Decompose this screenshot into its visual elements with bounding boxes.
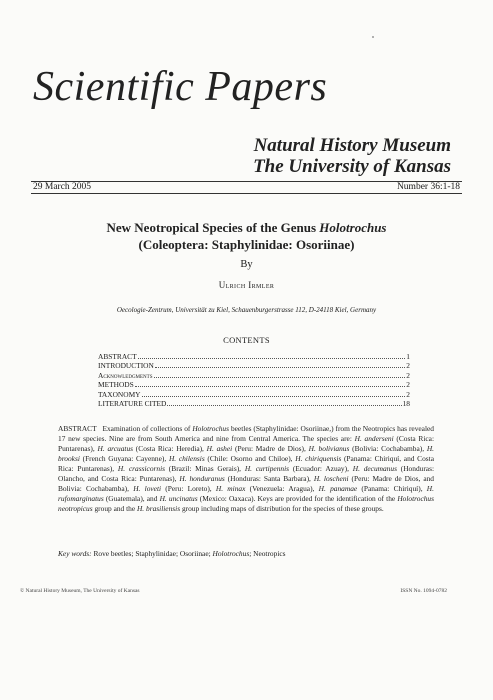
abstract-text-segment: H. minax — [215, 484, 246, 493]
keywords-label: Key words: — [58, 549, 92, 558]
abstract — [58, 424, 434, 514]
abstract-text-segment: H. anderseni — [354, 434, 394, 443]
abstract-text-segment: H. bolivianus — [308, 444, 350, 453]
abstract-text-segment: (Venezuela: Aragua), — [245, 484, 319, 493]
issue-date: 29 March 2005 — [33, 182, 92, 192]
abstract-text-segment: (Panama: Chiriquí, and Costa Rica: Puntarenas), — [58, 454, 435, 473]
abstract-text-segment: H. panamae — [318, 484, 358, 493]
abstract-text-segment: H. crassicornis — [117, 464, 166, 473]
toc-label: ABSTRACT — [98, 352, 137, 361]
toc-leader — [142, 396, 406, 397]
article-title-line-1 — [31, 219, 462, 236]
toc-row — [98, 352, 410, 361]
abstract-text-segment: H. arcuatus — [97, 444, 134, 453]
abstract-text-segment: beetles (Staphylinidae: Osoriinae,) from the Neotropics has revealed 17 new species. Nine are from South America and nine from Central America. The species are: — [58, 424, 434, 443]
abstract-text-segment: (Panama: Chiriquí), — [357, 484, 427, 493]
toc-row — [98, 380, 410, 389]
toc-leader — [154, 377, 406, 378]
abstract-text-segment: (Guatemala), and — [103, 494, 160, 503]
abstract-text-segment: (Honduras: Santa Barbara), — [224, 474, 314, 483]
abstract-text-segment: group and the — [92, 504, 137, 513]
abstract-text-segment: (Peru: Madre de Dios, and Bolivia: Cochabamba), — [58, 474, 434, 493]
toc-page-number: 2 — [406, 389, 410, 399]
abstract-text-segment: H. loveti — [133, 484, 162, 493]
abstract-text-segment: H. rufomarginatus — [58, 484, 434, 503]
article-title-line-2: (Coleoptera: Staphylinidae: Osoriinae) — [138, 237, 355, 252]
table-of-contents — [98, 352, 410, 408]
author-name: Ulrich Irmler — [218, 280, 275, 290]
keywords-text-segment: Rove beetles; Staphylinidae; Osoriinae; — [91, 549, 213, 558]
header-rule-bottom — [31, 193, 462, 194]
abstract-text-segment: H. curtipennis — [244, 464, 290, 473]
toc-leader — [138, 358, 406, 359]
toc-page-number: 18 — [402, 398, 410, 408]
toc-label: LITERATURE CITED — [98, 398, 167, 408]
abstract-text-segment: H. chiriquensis — [295, 454, 342, 463]
abstract-text-segment: (Chile: Osorno and Chiloe), — [204, 454, 296, 463]
toc-label: Acknowledgments — [98, 370, 153, 380]
abstract-text-segment: H. brooksi — [58, 444, 434, 463]
abstract-text-segment: (Brazil: Minas Gerais), — [165, 464, 245, 473]
abstract-text-segment: H. loscheni — [313, 474, 349, 483]
institution-line-2: The University of Kansas — [253, 156, 451, 177]
abstract-text-segment: H. decumanus — [352, 464, 397, 473]
abstract-text-segment: H. uncinatus — [159, 494, 198, 503]
abstract-text-segment: H. brasiliensis — [136, 504, 181, 513]
abstract-label: ABSTRACT — [58, 424, 97, 433]
abstract-text-segment: (Costa Rica: Puntarenas), — [58, 434, 435, 453]
abstract-text-segment: (Costa Rica: Heredia), — [133, 444, 207, 453]
toc-label: INTRODUCTION — [98, 361, 154, 371]
toc-row — [98, 399, 410, 408]
keywords-text-segment: Holotrochus — [212, 549, 250, 558]
toc-page-number: 2 — [406, 380, 410, 390]
article-title-genus: Holotrochus — [319, 220, 387, 235]
institution-line-1: Natural History Museum — [253, 135, 451, 156]
abstract-text-segment: (Honduras: Olancho, and Costa Rica: Puntarenas), — [58, 464, 435, 483]
byline: By — [240, 259, 253, 270]
abstract-text-segment: H. chilensis — [168, 454, 205, 463]
abstract-text-segment: (Peru: Madre de Dios), — [232, 444, 309, 453]
footer-copyright: © Natural History Museum, The University of Kansas — [20, 588, 140, 594]
keywords-text-segment: ; Neotropics — [249, 549, 286, 558]
abstract-text-segment: group including maps of distribution for the species of these groups. — [180, 504, 384, 513]
toc-leader — [155, 367, 405, 368]
abstract-text-segment: H. honduranus — [179, 474, 225, 483]
toc-label: TAXONOMY — [98, 389, 141, 399]
abstract-text-segment: H. ashei — [206, 444, 233, 453]
toc-page-number: 1 — [406, 352, 410, 361]
toc-row — [98, 361, 410, 370]
paper-speck — [372, 36, 374, 38]
toc-leader — [135, 386, 406, 387]
author-affiliation: Oecologie-Zentrum, Universität zu Kiel, Schauenburgerstrasse 112, D-24118 Kiel, Germany — [116, 306, 377, 314]
issue-number: Number 36:1-18 — [396, 182, 460, 192]
series-title: Scientific Papers — [33, 64, 328, 110]
article-title-prefix: New Neotropical Species of the Genus — [106, 220, 320, 235]
abstract-text-segment: (French Guyana: Cayenne), — [79, 454, 169, 463]
contents-heading: CONTENTS — [223, 335, 270, 345]
abstract-text-segment: Holotrochus neotropicus — [58, 494, 434, 513]
toc-leader — [167, 405, 401, 406]
footer-issn: ISSN No. 1094-0782 — [400, 588, 447, 594]
keywords-body — [92, 549, 286, 558]
toc-label: METHODS — [98, 380, 134, 390]
abstract-body — [58, 424, 434, 513]
abstract-text-segment: (Bolivia: Cochabamba), — [349, 444, 427, 453]
toc-page-number: 2 — [406, 370, 410, 380]
abstract-text-segment: Examination of collections of — [102, 424, 193, 433]
toc-row — [98, 390, 410, 399]
abstract-text-segment: (Mexico: Oaxaca). Keys are provided for the identification of the — [197, 494, 398, 503]
abstract-text-segment: (Peru: Loreto), — [161, 484, 216, 493]
abstract-text-segment: Holotrochus — [192, 424, 230, 433]
toc-row — [98, 371, 410, 380]
abstract-text-segment: (Ecuador: Azuay), — [289, 464, 353, 473]
toc-page-number: 2 — [406, 361, 410, 371]
keywords — [58, 549, 434, 559]
